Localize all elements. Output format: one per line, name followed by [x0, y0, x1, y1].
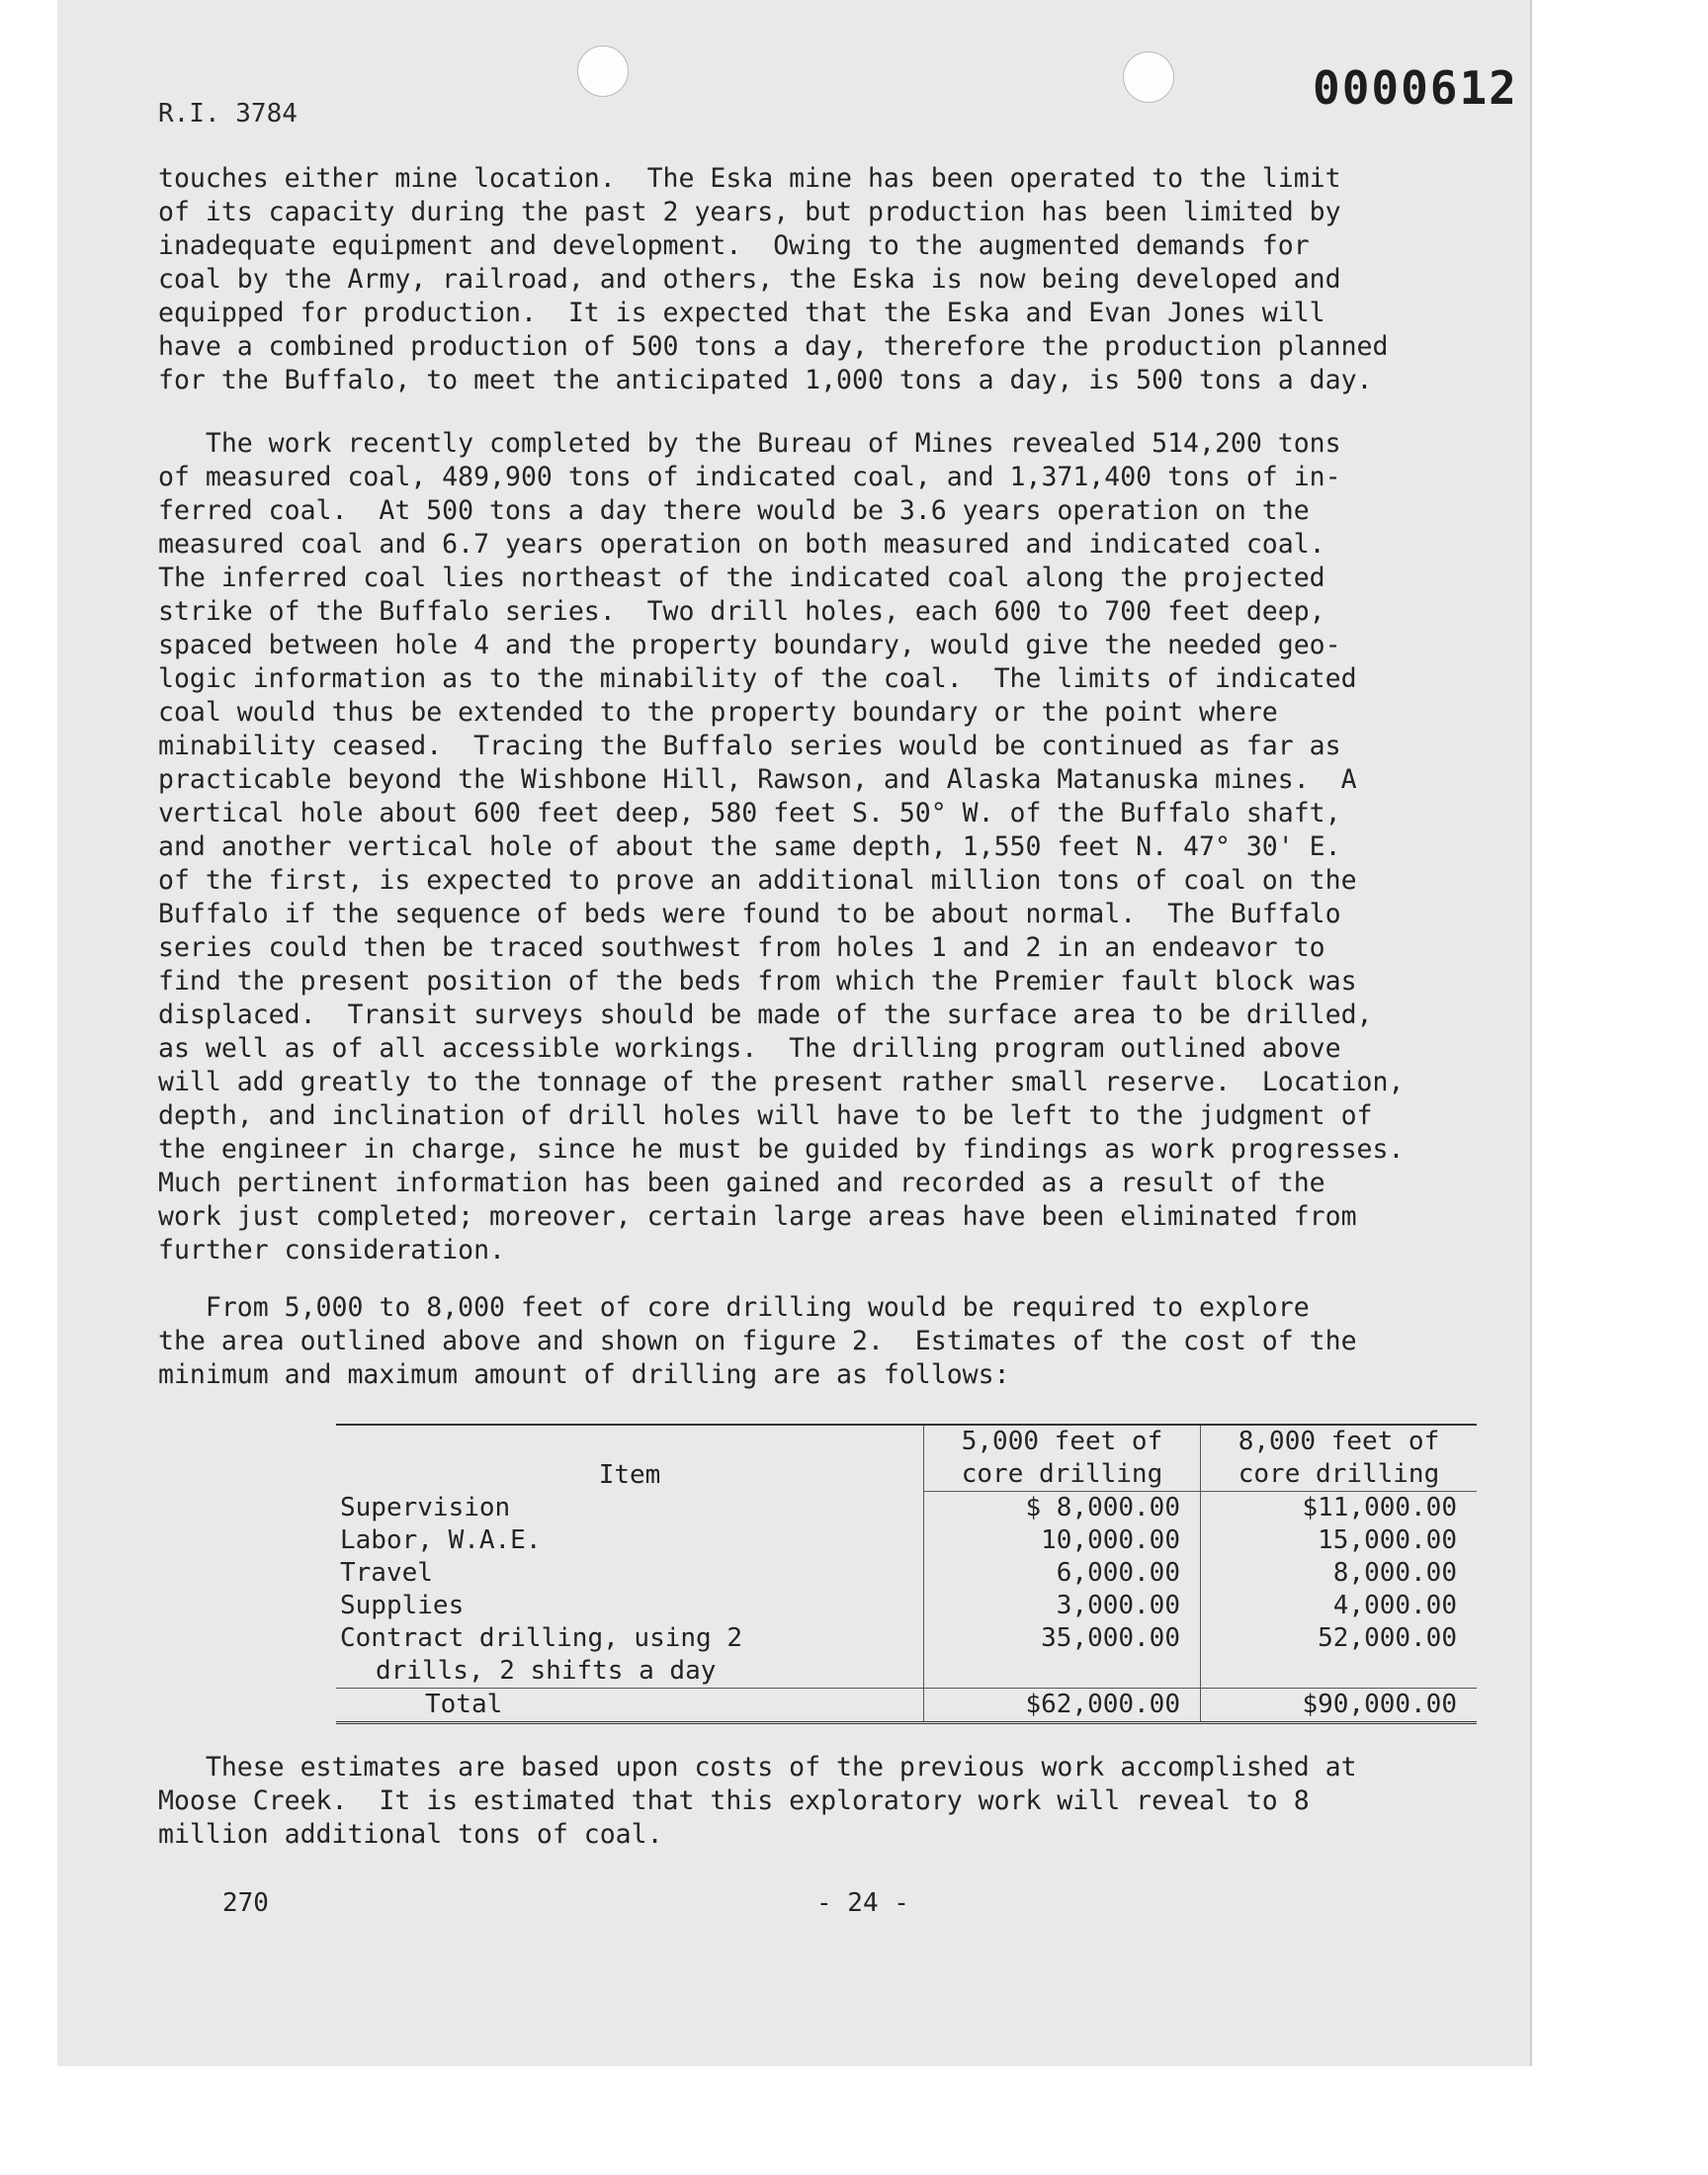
text-line: for the Buffalo, to meet the anticipated 1,000 tons a day, is 500 tons a day.	[158, 365, 1373, 395]
table-cell-value: 10,000.00	[924, 1524, 1201, 1557]
table-row	[336, 1622, 1477, 1655]
table-row	[336, 1590, 1477, 1622]
table-cell-item: drills, 2 shifts a day	[376, 1656, 717, 1686]
text-line: displaced. Transit surveys should be made of the surface area to be drilled,	[158, 1000, 1373, 1030]
text-line: The inferred coal lies northeast of the indicated coal along the projected	[158, 563, 1325, 593]
text-line: and another vertical hole of about the same depth, 1,550 feet N. 47° 30' E.	[158, 831, 1341, 862]
text-line: the engineer in charge, since he must be guided by findings as work progresses.	[158, 1134, 1405, 1165]
text-line: find the present position of the beds from which the Premier fault block was	[158, 966, 1357, 997]
table-cell-item: Contract drilling, using 2	[340, 1623, 742, 1653]
text-line: further consideration.	[158, 1235, 505, 1265]
document-number: 0000612	[1313, 61, 1518, 115]
text-line: Much pertinent information has been gained and recorded as a result of the	[158, 1168, 1325, 1198]
text-line: of its capacity during the past 2 years, but production has been limited by	[158, 197, 1341, 227]
table-header-item: Item	[336, 1425, 924, 1492]
page-number: - 24 -	[816, 1888, 909, 1918]
text-line: The work recently completed by the Bureau of Mines revealed 514,200 tons	[158, 428, 1341, 459]
table-cell-value: $ 8,000.00	[924, 1492, 1201, 1525]
paragraph	[158, 1291, 1542, 1392]
text-line: will add greatly to the tonnage of the present rather small reserve. Location,	[158, 1067, 1405, 1097]
text-line: the area outlined above and shown on figure 2. Estimates of the cost of the	[158, 1326, 1357, 1356]
table-cell-item: Supplies	[340, 1591, 465, 1620]
text-line: ferred coal. At 500 tons a day there would be 3.6 years operation on the	[158, 495, 1310, 526]
table-cell-value: 52,000.00	[1201, 1622, 1478, 1655]
text-line: minimum and maximum amount of drilling are as follows:	[158, 1359, 1010, 1390]
table-row	[336, 1524, 1477, 1557]
table-cell-value: 4,000.00	[1201, 1590, 1478, 1622]
table-cell-item: Supervision	[340, 1492, 511, 1522]
text-line: series could then be traced southwest from holes 1 and 2 in an endeavor to	[158, 932, 1325, 963]
text-line: of measured coal, 489,900 tons of indicated coal, and 1,371,400 tons of in-	[158, 462, 1341, 492]
text-line: coal would thus be extended to the property boundary or the point where	[158, 697, 1278, 728]
text-line: spaced between hole 4 and the property boundary, would give the needed geo-	[158, 630, 1341, 660]
punch-hole	[1123, 51, 1174, 103]
table-header-col2-line1: 8,000 feet of	[1201, 1425, 1478, 1458]
text-line: strike of the Buffalo series. Two drill holes, each 600 to 700 feet deep,	[158, 596, 1325, 627]
table-cell-value: 35,000.00	[924, 1622, 1201, 1655]
text-line: inadequate equipment and development. Owing to the augmented demands for	[158, 230, 1310, 261]
table-cell-item: Travel	[340, 1558, 433, 1588]
text-line: equipped for production. It is expected that the Eska and Evan Jones will	[158, 298, 1325, 328]
paragraph	[158, 427, 1542, 1267]
table-total-value: $62,000.00	[924, 1689, 1201, 1723]
page-code: 270	[222, 1888, 269, 1918]
table-header-col1-line1: 5,000 feet of	[924, 1425, 1201, 1458]
table-row	[336, 1557, 1477, 1590]
drilling-cost-table	[336, 1424, 1477, 1724]
text-line: From 5,000 to 8,000 feet of core drilling would be required to explore	[158, 1292, 1310, 1323]
text-line: as well as of all accessible workings. The drilling program outlined above	[158, 1033, 1341, 1064]
text-line: These estimates are based upon costs of the previous work accomplished at	[158, 1752, 1357, 1783]
table-total-row	[336, 1689, 1477, 1723]
text-line: minability ceased. Tracing the Buffalo series would be continued as far as	[158, 731, 1341, 761]
text-line: measured coal and 6.7 years operation on both measured and indicated coal.	[158, 529, 1325, 560]
table-cell-item: Labor, W.A.E.	[340, 1525, 542, 1555]
table-cell-value	[924, 1655, 1201, 1689]
text-line: vertical hole about 600 feet deep, 580 feet S. 50° W. of the Buffalo shaft,	[158, 798, 1341, 828]
paragraph	[158, 162, 1542, 397]
table-row	[336, 1492, 1477, 1525]
table-row	[336, 1655, 1477, 1689]
text-line: work just completed; moreover, certain large areas have been eliminated from	[158, 1201, 1357, 1232]
text-line: coal by the Army, railroad, and others, the Eska is now being developed and	[158, 264, 1341, 295]
table-cell-value: 3,000.00	[924, 1590, 1201, 1622]
text-line: million additional tons of coal.	[158, 1819, 663, 1850]
text-line: practicable beyond the Wishbone Hill, Rawson, and Alaska Matanuska mines. A	[158, 764, 1357, 795]
table-total-value: $90,000.00	[1201, 1689, 1478, 1723]
text-line: depth, and inclination of drill holes will have to be left to the judgment of	[158, 1100, 1373, 1131]
table-cell-value: 6,000.00	[924, 1557, 1201, 1590]
report-id: R.I. 3784	[158, 99, 298, 129]
text-line: have a combined production of 500 tons a day, therefore the production planned	[158, 331, 1389, 362]
table-cell-value	[1201, 1655, 1478, 1689]
text-line: touches either mine location. The Eska mine has been operated to the limit	[158, 163, 1341, 194]
table-cell-value: $11,000.00	[1201, 1492, 1478, 1525]
text-line: Buffalo if the sequence of beds were found to be about normal. The Buffalo	[158, 899, 1341, 929]
text-line: logic information as to the minability of the coal. The limits of indicated	[158, 663, 1357, 694]
punch-hole	[577, 45, 629, 97]
paragraph	[158, 1751, 1542, 1852]
text-line: of the first, is expected to prove an additional million tons of coal on the	[158, 865, 1357, 896]
table-header-col1-line2: core drilling	[924, 1458, 1201, 1492]
table-cell-value: 8,000.00	[1201, 1557, 1478, 1590]
text-line: Moose Creek. It is estimated that this exploratory work will reveal to 8	[158, 1785, 1310, 1816]
table-header-col2-line2: core drilling	[1201, 1458, 1478, 1492]
table-cell-value: 15,000.00	[1201, 1524, 1478, 1557]
table-total-label: Total	[336, 1689, 924, 1723]
